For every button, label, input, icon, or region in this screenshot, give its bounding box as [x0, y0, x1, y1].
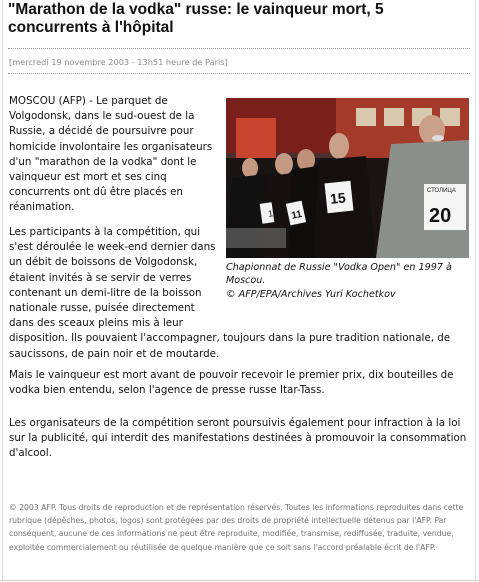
photo-credit: © AFP/EPA/Archives Yuri Kochetkov: [226, 288, 396, 300]
photo-caption-text: Chapionnat de Russie "Vodka Open" en 1997 à Moscou.: [226, 262, 452, 287]
copyright-notice: © 2003 AFP. Tous droits de reproduction et de représentation réservés. Toutes les informations reproduites dans cette rubrique (dépêches, photos, logos) sont protégées par des droits de propriété intellectuelle détenus par l'AFP. Par conséquent, aucune de ces informations ne peut être reproduite, modifiée, transmise, rediffusée, traduite, vendue, exploitée commercialement ou réutilisée de quelque manière que ce soit sans l'accord préalable écrit de l'AFP.: [9, 503, 464, 552]
paragraph-2-text: Les participants à la compétition, qui s'est déroulée le week-end dernier dans un débit de boissons de Volgodonsk, étaient invités à se servir de verres contenant un demi-litre de la boisson nationale russe, puisée directement dans des sceaux pleins mis à leur disposition. Ils pouvaient l'accompagner, toujours dans la pure tradition nationale, de saucissons, de pain noir et de moutarde.: [9, 226, 451, 360]
bib-number-1: 14: [267, 207, 279, 219]
bib-number-2: 11: [290, 208, 304, 222]
article-title: "Marathon de la vodka" russe: le vainqueur mort, 5 concurrents à l'hôpital: [8, 1, 384, 36]
article-paragraph-2: [9, 225, 477, 362]
article-paragraph-3: Mais le vainqueur est mort avant de pouvoir recevoir le premier prix, dix bouteilles de vodka bien entendu, selon l'agence de presse russe Itar-Tass.: [9, 369, 454, 397]
bottom-border: [0, 580, 479, 581]
article-paragraph-4: Les organisateurs de la compétition seront poursuivis également pour infraction à la loi sur la publicité, qui interdit des manifestations destinées à promouvoir la consommation d'alcool.: [9, 417, 467, 460]
sign-text: СТОЛИЦА: [427, 188, 456, 194]
article-date: [mercredi 19 novembre 2003 - 13h51 heure de Paris]: [9, 57, 228, 67]
bib-number-3: 15: [329, 189, 347, 207]
title-divider: [8, 48, 470, 49]
date-divider: [8, 73, 470, 74]
article-paragraph-1: MOSCOU (AFP) - Le parquet de Volgodonsk, dans le sud-ouest de la Russie, a décidé de poursuivre pour homicide involontaire les organisateurs d'un "marathon de la vodka" dont le vainqueur est mort et ses cinq concurrents ont dû être placés en réanimation.: [9, 95, 213, 214]
bib-number-4: 20: [429, 205, 452, 227]
